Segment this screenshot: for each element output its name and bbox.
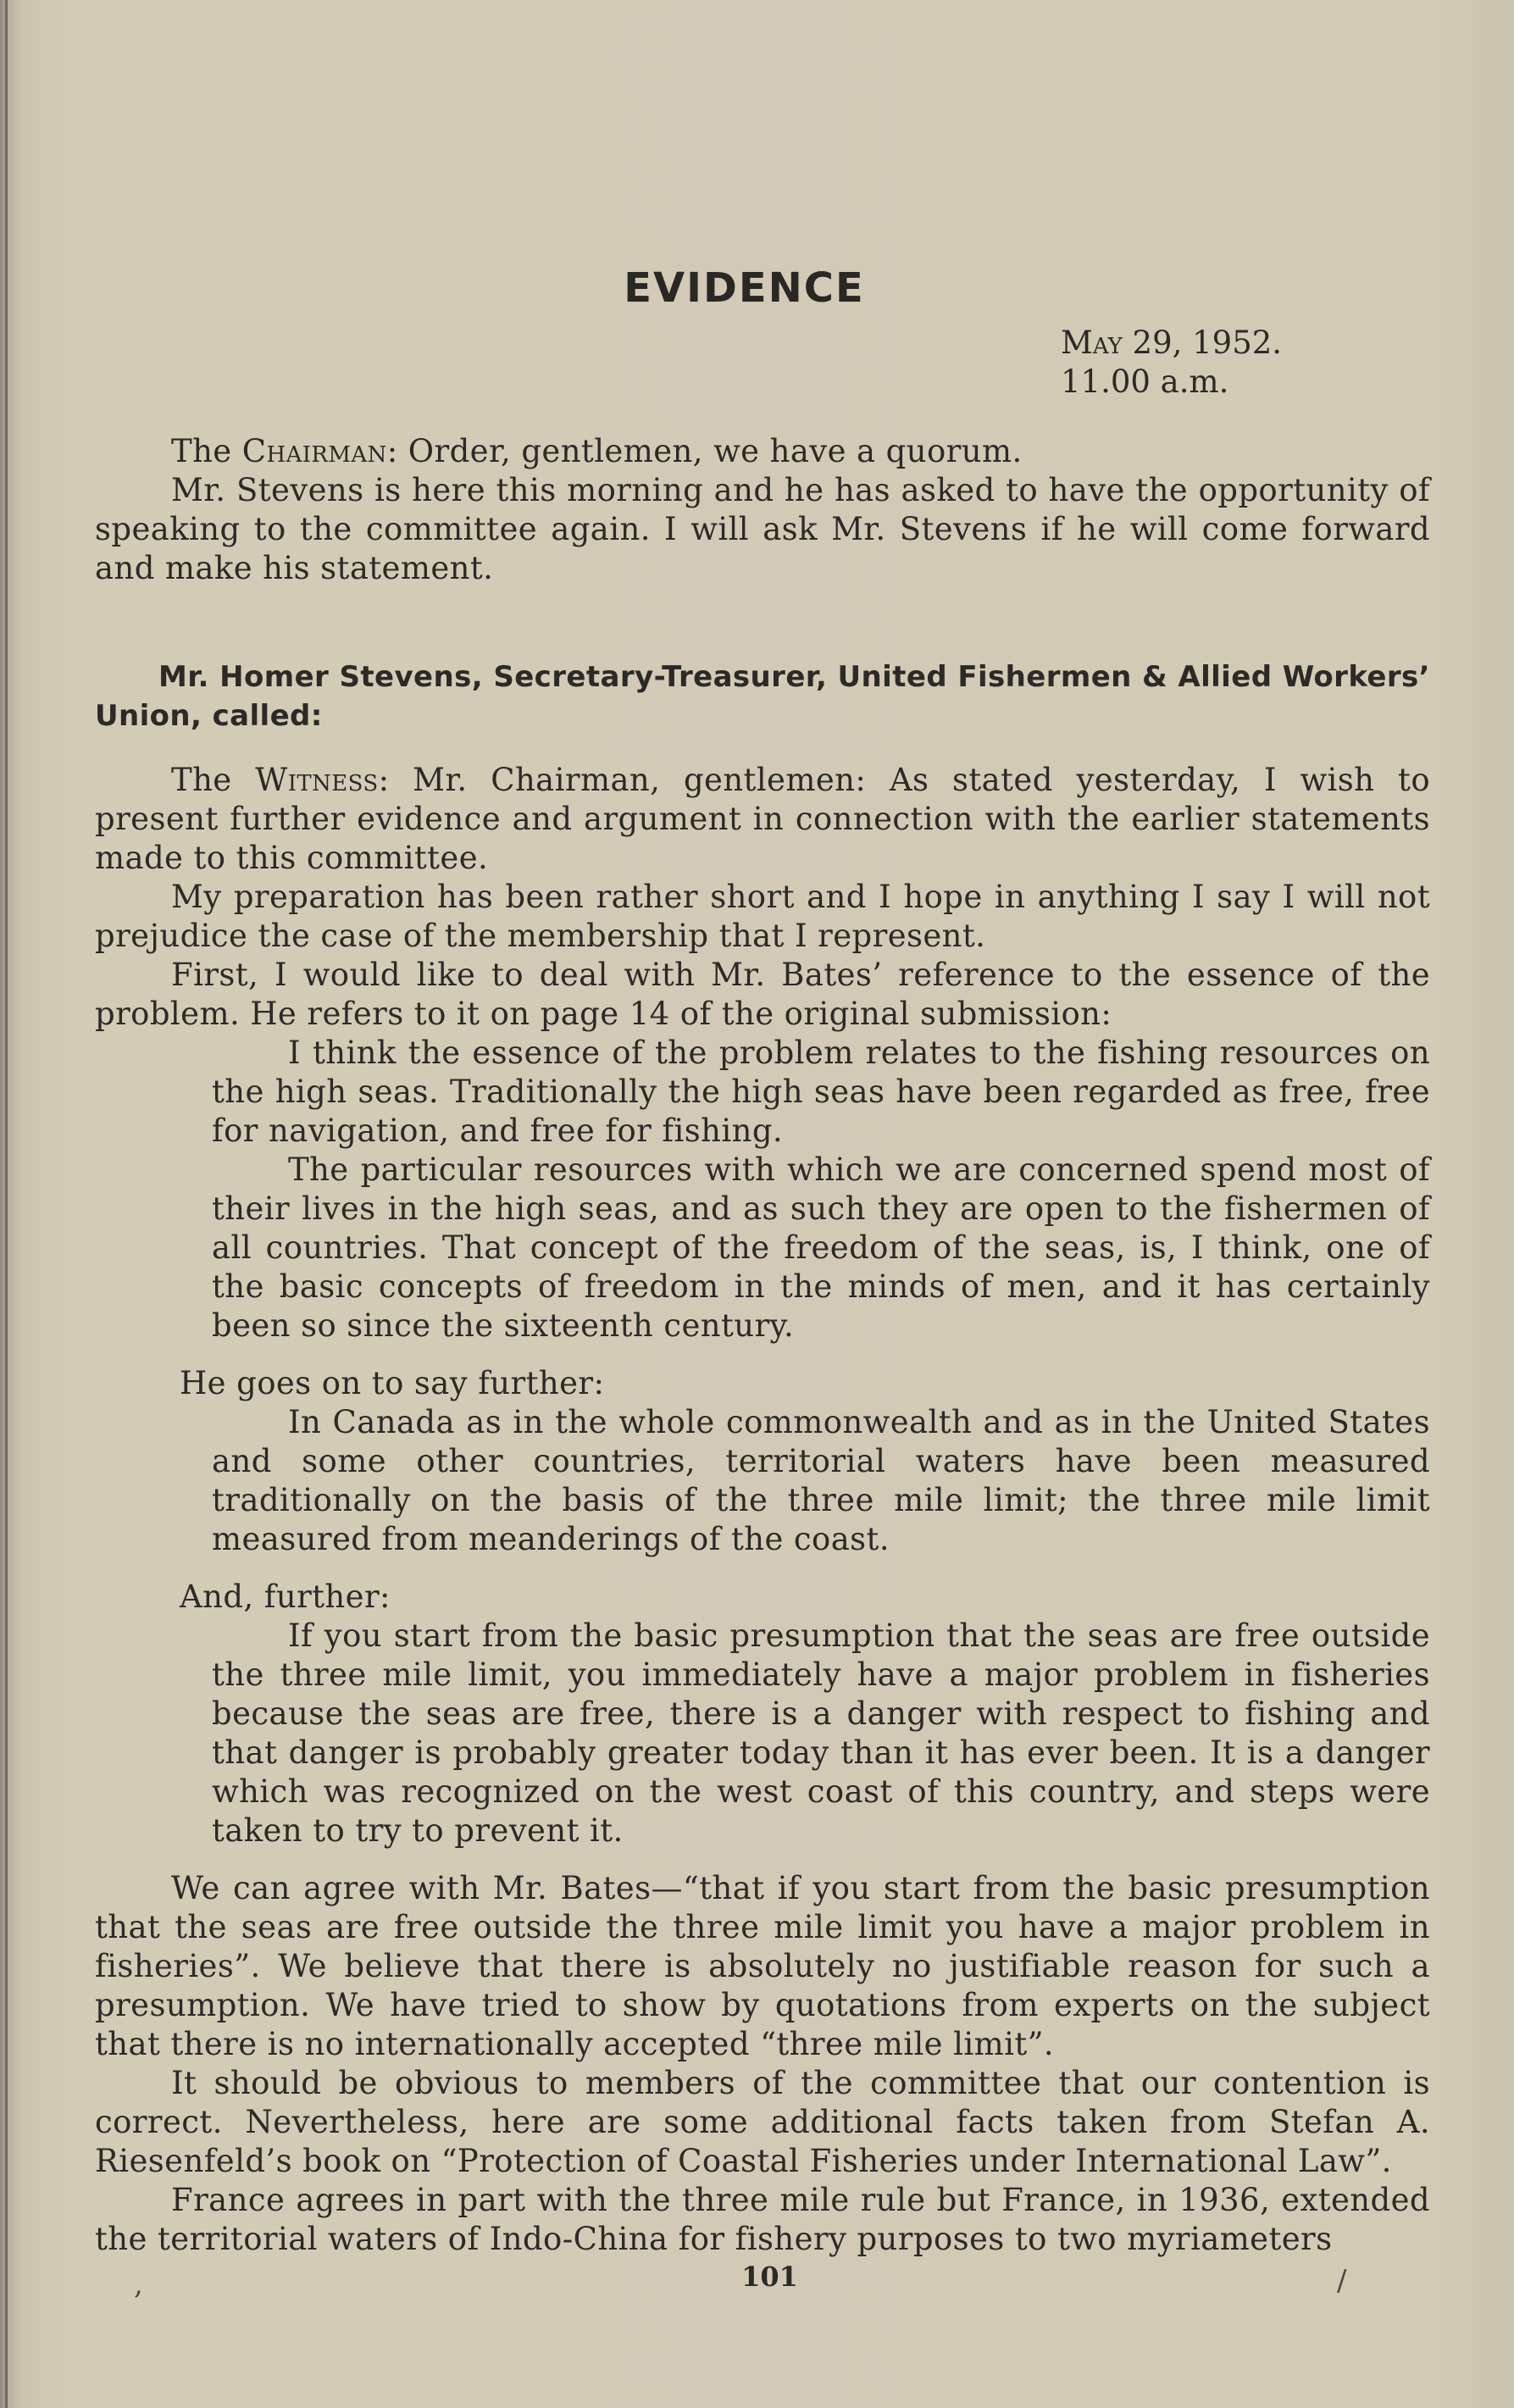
page-number: 101 [741, 2261, 798, 2293]
goes-on-line: He goes on to say further: [180, 1365, 605, 1401]
speaker-chairman: Chairman [241, 433, 387, 469]
obvious-paragraph: It should be obvious to members of the committee that our contention is correct. Nevertheless, here are some additional facts taken from Stefan A. Riesenfeld’s book on “Protection of Coastal Fisheries under International Law”. [95, 2065, 1430, 2179]
quote-essence-para2: The particular resources with which we are concerned spend most of their lives in the high seas, and as such they are open to the fishermen of all countries. That concept of the freedom of the seas, is, I think, one of the basic concepts of freedom in the minds of men, and it has certainly been so since the sixteenth century. [212, 1151, 1430, 1344]
quote-territorial-para: In Canada as in the whole commonwealth and as in the United States and some other countries, territorial waters have been measured traditionally on the basis of the three mile limit; the three mile limit measured from meanderings of the coast. [212, 1404, 1430, 1557]
called-section [95, 657, 1430, 735]
witness-text: : Mr. Chairman, gentlemen: As stated yesterday, I wish to present further evidence and argument in connection with the earlier statements made to this committee. [95, 762, 1430, 876]
witness-paragraph [95, 761, 1430, 878]
date-month: May [1061, 325, 1123, 361]
page-title: EVIDENCE [624, 264, 865, 312]
margin-mark: / [1337, 2264, 1347, 2298]
speaker-prefix: The [171, 762, 256, 798]
date-day-year: 29, 1952. [1122, 325, 1283, 361]
preparation-paragraph: My preparation has been rather short and I hope in anything I say I will not prejudice the case of the membership that I represent. [95, 879, 1430, 954]
quote-territorial [212, 1403, 1430, 1559]
time-line: 11.00 a.m. [1061, 363, 1229, 400]
stevens-intro-paragraph: Mr. Stevens is here this morning and he has asked to have the opportunity of speaking to the committee again. I will ask Mr. Stevens if he will come forward and make his statement. [95, 472, 1430, 586]
france-paragraph: France agrees in part with the three mile rule but France, in 1936, extended the territorial waters of Indo-China for fishery purposes to two myriameters [95, 2182, 1430, 2257]
quote-presumption-para: If you start from the basic presumption that the seas are free outside the three mile limit, you immediately have a major problem in fisheries because the seas are free, there is a danger with respect to fishing and that danger is probably greater today than it has ever been. It is a danger which was recognized on the west coast of this country, and steps were taken to try to prevent it. [212, 1617, 1430, 1849]
agree-paragraph: We can agree with Mr. Bates—“that if you start from the basic presumption that the seas are free outside the three mile limit you have a major problem in fisheries”. We believe that there is absolutely no justifiable reason for such a presumption. We have tried to show by quotations from experts on the subject that there is no internationally accepted “three mile limit”. [95, 1870, 1430, 2062]
first-point-paragraph: First, I would like to deal with Mr. Bates’ reference to the essence of the problem. He refers to it on page 14 of the original submission: [95, 957, 1430, 1032]
margin-mark: , [134, 2267, 143, 2301]
date-line [1061, 324, 1282, 363]
quote-presumption [212, 1617, 1430, 1850]
speaker-witness: Witness [255, 762, 379, 798]
quote-essence-para1: I think the essence of the problem relates to the fishing resources on the high seas. Traditionally the high seas have been regarded as free, free for navigation, and free for fishing. [212, 1035, 1430, 1149]
and-further-line: And, further: [180, 1579, 391, 1615]
binding-edge [5, 0, 8, 2408]
testimony-section [95, 761, 1430, 2259]
speaker-prefix: The [171, 433, 242, 469]
chairman-text: : Order, gentlemen, we have a quorum. [386, 433, 1023, 469]
witness-called-heading: Mr. Homer Stevens, Secretary-Treasurer, United Fishermen & Allied Workers’ Union, called: [95, 660, 1430, 733]
opening-section [95, 432, 1430, 588]
chairman-paragraph [95, 432, 1430, 471]
quote-essence [212, 1034, 1430, 1345]
